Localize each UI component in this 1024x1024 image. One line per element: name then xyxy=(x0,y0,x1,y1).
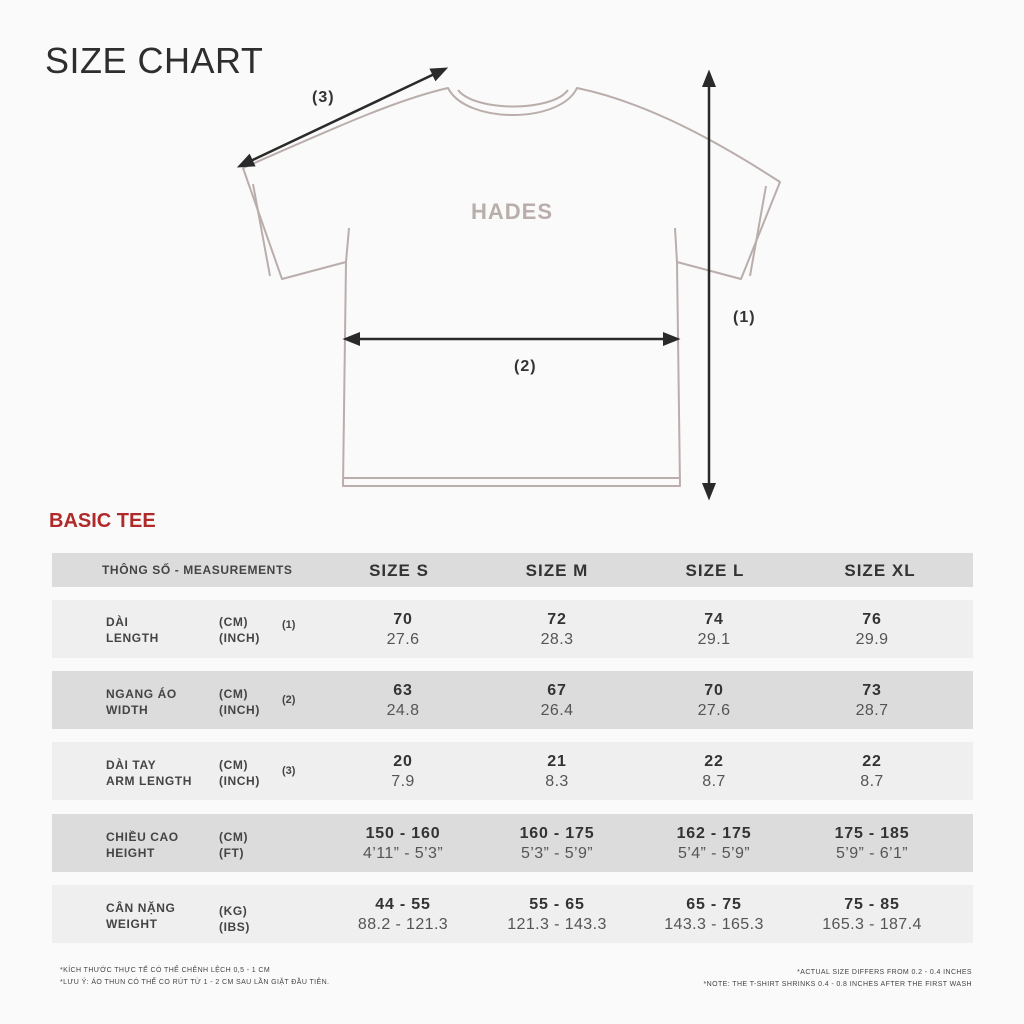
row-ref: (2) xyxy=(282,694,296,706)
table-cell: 150 - 160 4’11” - 5’3” xyxy=(362,825,444,862)
table-cell: 72 28.3 xyxy=(540,611,574,648)
header-size-xl: SIZE XL xyxy=(844,561,916,580)
table-cell: 63 24.8 xyxy=(386,682,420,719)
table-cell: 22 8.7 xyxy=(702,753,726,790)
header-size-m: SIZE M xyxy=(525,561,589,580)
row-units: (KG) (IBS) xyxy=(219,904,250,934)
table-cell: 20 7.9 xyxy=(391,753,415,790)
table-cell: 67 26.4 xyxy=(540,682,574,719)
row-units: (CM) (INCH) xyxy=(219,687,260,717)
table-cell: 22 8.7 xyxy=(860,753,884,790)
table-cell: 74 29.1 xyxy=(697,611,731,648)
shirt-logo: HADES xyxy=(470,199,554,224)
tshirt-diagram xyxy=(0,0,1024,510)
footnote-en: *ACTUAL SIZE DIFFERS FROM 0.2 - 0.4 INCHES *NOTE: THE T-SHIRT SHRINKS 0.4 - 0.8 INCHES AFTER THE FIRST WASH xyxy=(703,969,972,988)
row-units: (CM) (INCH) xyxy=(219,758,260,788)
arm-length-label: (3) xyxy=(312,89,335,106)
row-label: CÂN NẶNG WEIGHT xyxy=(106,901,176,931)
table-cell: 65 - 75 143.3 - 165.3 xyxy=(664,896,764,933)
row-label: CHIỀU CAO HEIGHT xyxy=(106,830,179,860)
table-cell: 162 - 175 5’4” - 5’9” xyxy=(676,825,752,862)
row-label: DÀI TAY ARM LENGTH xyxy=(106,758,192,788)
table-cell: 75 - 85 165.3 - 187.4 xyxy=(822,896,922,933)
table-cell: 21 8.3 xyxy=(545,753,569,790)
table-cell: 76 29.9 xyxy=(855,611,889,648)
header-size-l: SIZE L xyxy=(685,561,745,580)
row-ref: (3) xyxy=(282,765,296,777)
row-units: (CM) (FT) xyxy=(219,830,249,860)
table-cell: 55 - 65 121.3 - 143.3 xyxy=(507,896,607,933)
header-measurements-label: THÔNG SỐ - MEASUREMENTS xyxy=(102,563,293,577)
table-cell: 44 - 55 88.2 - 121.3 xyxy=(357,896,449,933)
table-cell: 175 - 185 5’9” - 6’1” xyxy=(834,825,910,862)
footnote-vi: *KÍCH THƯỚC THỰC TẾ CÓ THỂ CHÊNH LỆCH 0,5 - 1 CM *LƯU Ý: ÁO THUN CÓ THỂ CO RÚT TỪ 1 - 2 CM SAU LẦN GIẶT ĐẦU TIÊN. xyxy=(60,967,330,986)
row-label: NGANG ÁO WIDTH xyxy=(106,687,177,717)
width-label: (2) xyxy=(514,358,537,375)
page-title: SIZE CHART xyxy=(45,40,264,81)
table-cell: 73 28.7 xyxy=(855,682,889,719)
row-label: DÀI LENGTH xyxy=(106,615,159,645)
length-label: (1) xyxy=(733,309,756,326)
row-units: (CM) (INCH) xyxy=(219,615,260,645)
header-size-s: SIZE S xyxy=(369,561,429,580)
table-cell: 70 27.6 xyxy=(386,611,420,648)
tshirt-outline xyxy=(243,88,780,486)
table-cell: 160 - 175 5’3” - 5’9” xyxy=(519,825,595,862)
row-ref: (1) xyxy=(282,619,296,631)
product-name: BASIC TEE xyxy=(49,510,156,532)
table-cell: 70 27.6 xyxy=(697,682,731,719)
